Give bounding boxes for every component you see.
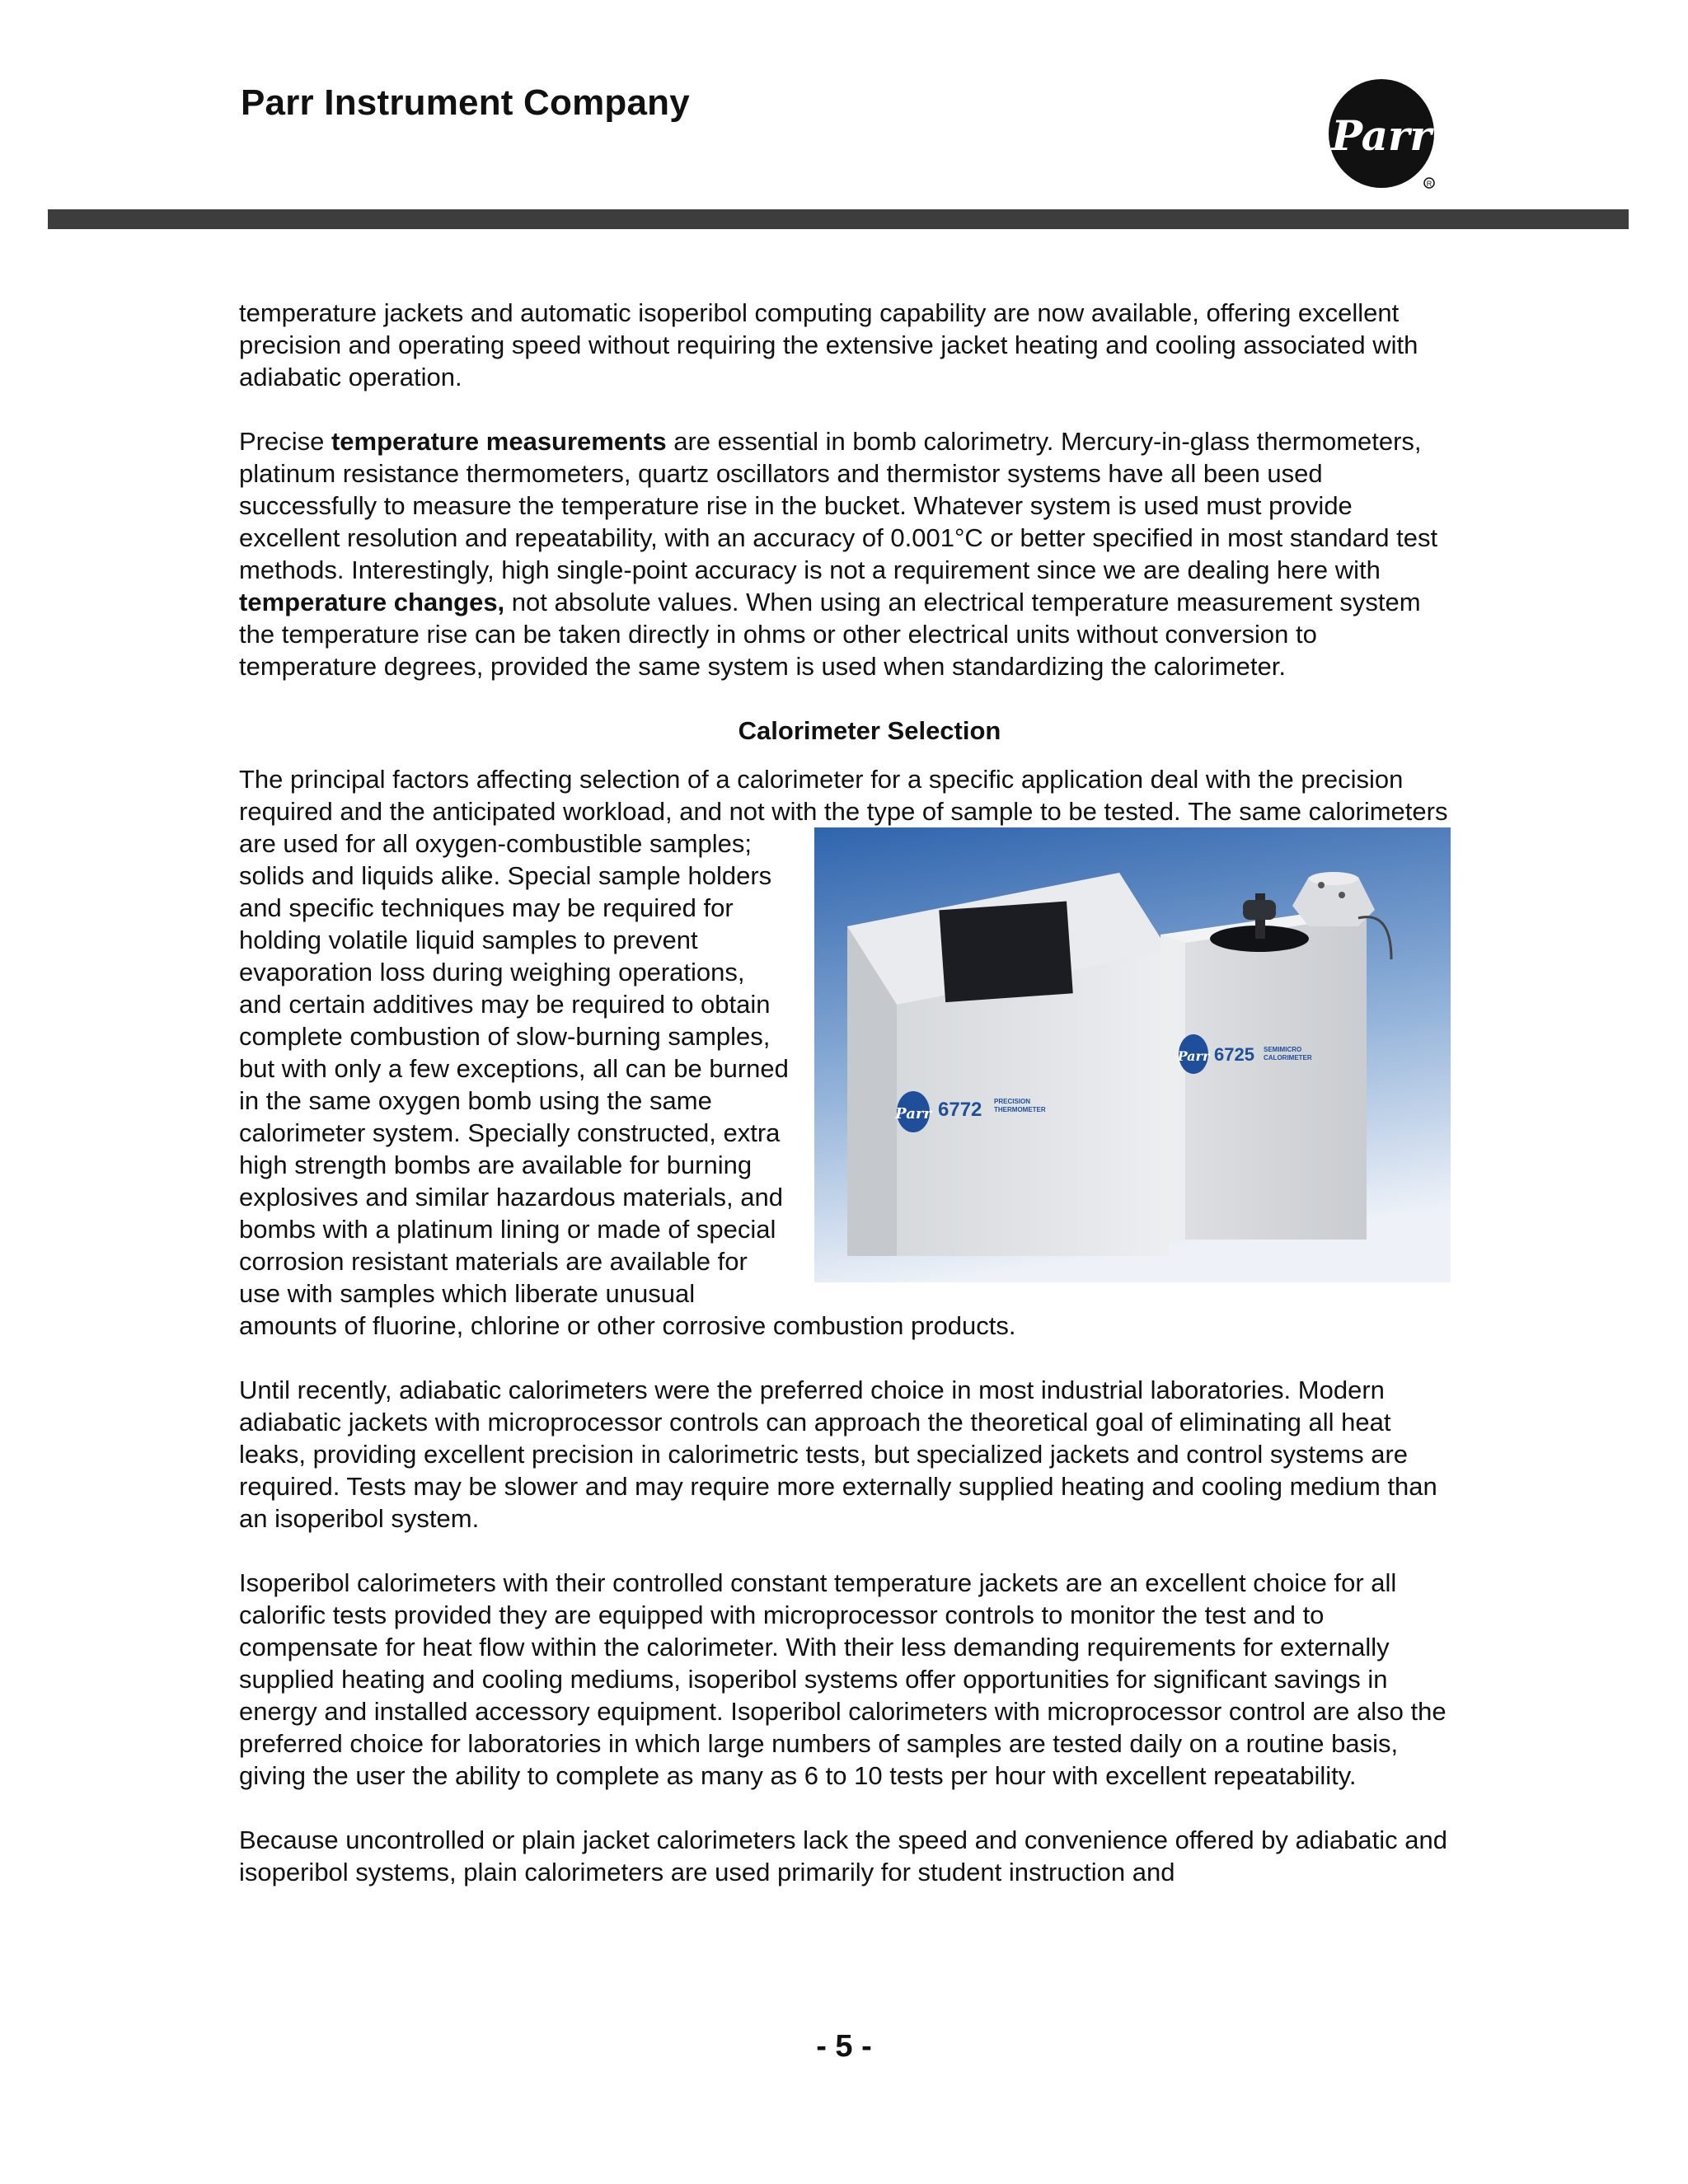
logo-text: Parr xyxy=(1331,111,1432,160)
svg-text:Parr: Parr xyxy=(895,1105,931,1122)
paragraph-4: Until recently, adiabatic calorimeters were the preferred choice in most industrial laboratories. Modern adiabatic jackets with microprocessor controls can approach the theoretical goal of eliminating all heat leaks, providing excellent precision in calorimetric tests, but specialized jackets and control systems are required. Tests may be slower and may require more externally supplied heating and cooling medium than an isoperibol system. xyxy=(239,1376,1437,1533)
svg-text:6772: 6772 xyxy=(938,1099,982,1121)
paragraph-6: Because uncontrolled or plain jacket calorimeters lack the speed and convenience offered by adiabatic and isoperibol systems, plain calorimeters are used primarily for student instruction and xyxy=(239,1825,1447,1886)
bold-temperature-changes: temperature changes, xyxy=(239,588,505,616)
svg-text:R: R xyxy=(1426,180,1432,188)
svg-text:SEMIMICRO: SEMIMICRO xyxy=(1264,1046,1302,1053)
paragraph-3-rest: The same calorimeters are used for all oxygen-combustible samples; solids and liquids alike. Special sample holders and specific techniques may be required for holding volatile liquid samples to prevent evaporation loss during weighing operations, and certain additives may be required to obtain complete combustion of slow-burning samples, but with only a few exceptions, all can be burned in the same oxygen bomb using the same calorimeter system. Specially constructed, extra high strength bombs are available for burning explosives and similar hazardous materials, and bombs with a platinum lining or made of special corrosion resistant materials are available for use with samples which liberate unusual amounts of fluorine, chlorine or other corrosive combustion products. xyxy=(239,797,1448,1340)
paragraph-2: Precise temperature measurements are essential in bomb calorimetry. Mercury-in-glass thermometers, platinum resistance thermometers, quartz oscillators and thermistor systems have all been used successfully to measure the temperature rise in the bucket. Whatever system is used must provide excellent resolution and repeatability, with an accuracy of 0.001°C or better specified in most standard test methods. Interestingly, high single-point accuracy is not a requirement since we are dealing here with temperature changes, not absolute values. When using an electrical temperature measurement system the temperature rise can be taken directly in ohms or other electrical units without conversion to temperature degrees, provided the same system is used when standardizing the calorimeter. xyxy=(239,427,1438,681)
page-body xyxy=(239,297,1451,1920)
company-name: Parr Instrument Company xyxy=(241,82,690,123)
precision-thermometer-unit xyxy=(847,873,1169,1256)
paragraph-3 xyxy=(239,763,1451,1342)
page-number: - 5 - xyxy=(816,2029,872,2064)
svg-text:PRECISION: PRECISION xyxy=(994,1098,1031,1105)
header-rule xyxy=(48,209,1629,229)
svg-text:CALORIMETER: CALORIMETER xyxy=(1264,1054,1312,1062)
paragraph-5: Isoperibol calorimeters with their controlled constant temperature jackets are an excellent choice for all calorific tests provided they are equipped with microprocessor controls to monitor the test and to compensate for heat flow within the calorimeter. With their less demanding requirements for externally supplied heating and cooling mediums, isoperibol systems offer opportunities for significant savings in energy and installed accessory equipment. Isoperibol calorimeters with microprocessor control are also the preferred choice for laboratories in which large numbers of samples are tested daily on a routine basis, giving the user the ability to complete as many as 6 to 10 tests per hour with excellent repeatability. xyxy=(239,1568,1447,1790)
svg-text:Parr: Parr xyxy=(1177,1048,1210,1064)
svg-text:6725: 6725 xyxy=(1214,1044,1254,1065)
section-heading: Calorimeter Selection xyxy=(738,716,1001,745)
paragraph-3-lead: The principal factors affecting selection of a calorimeter for a specific application deal with the precision required and the anticipated workload, and not with the type of sample to be tested. xyxy=(239,765,1404,826)
paragraph-1: temperature jackets and automatic isoperibol computing capability are now available, offering excellent precision and operating speed without requiring the extensive jacket heating and cooling associated with adiabatic operation. xyxy=(239,298,1418,391)
svg-text:THERMOMETER: THERMOMETER xyxy=(994,1106,1046,1113)
calorimeter-photo xyxy=(814,827,1451,1282)
bold-temperature-measurements: temperature measurements xyxy=(331,427,667,456)
parr-logo-icon xyxy=(1327,79,1439,191)
